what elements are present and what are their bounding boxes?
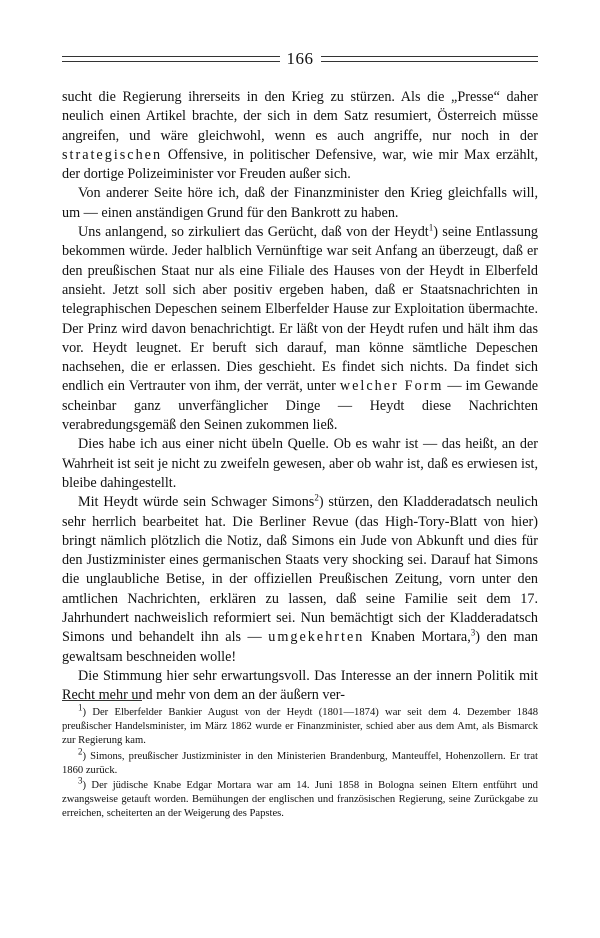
footnote-marker: 2 — [314, 492, 319, 503]
footnote-separator — [62, 700, 142, 701]
main-text — [62, 88, 538, 706]
paragraph — [62, 223, 538, 435]
footnote-paren: ) — [82, 707, 93, 718]
paragraph — [62, 88, 538, 184]
text-run: ) stürzen, den Kladderadatsch neulich sehr herrlich bearbeitet hat. Die Berliner Revue (das High-Tory-Blatt von hier) bringt nämlich plötzlich die Notiz, daß Simons ein Jude von Abkunft und dies für den Justizminister eines germanischen Staats very shocking sei. Darauf hat Simons die unglaubliche Betise, in der offiziellen Preußischen Zeitung, vorn unter den amtlichen Nachrichten, erklären zu lassen, daß seine Familie seit dem 17. Jahrhundert nachweislich reformiert sei. Nun bemächtigt sich der Kladderadatsch Simons und behandelt ihn als — — [62, 494, 538, 646]
text-run: — im Gewande scheinbar ganz unverfänglicher Dinge — Heydt diese Nachrichten verabredungsgemäß den Seinen zukommen ließ. — [62, 378, 538, 434]
footnote-text: Der jüdische Knabe Edgar Mortara war am 14. Juni 1858 in Bologna seinen Eltern entführt und zwangsweise getauft worden. Bemühungen der englischen und französischen Regierung, seine Zurückgabe zu erreichen, scheiterten an der Weigerung des Papstes. — [62, 780, 538, 820]
footnote-number: 1 — [78, 702, 83, 713]
text-run: Uns anlangend, so zirkuliert das Gerücht, daß von der Heydt — [78, 224, 429, 241]
text-run: Von anderer Seite höre ich, daß der Finanzminister den Krieg gleichfalls will, um — einen anständigen Grund für den Bankrott zu haben. — [62, 185, 538, 221]
footnote — [62, 775, 538, 822]
footnote-text: Der Elberfelder Bankier August von der Heydt (1801—1874) war seit dem 4. Dezember 1848 preußischer Handelsminister, im März 1862 wurde er Finanzminister, schied aber aus dem Amt, als Bismarck zur Regierung kam. — [62, 707, 538, 747]
footnote-paren: ) — [82, 780, 92, 792]
header-rule-right — [321, 56, 539, 62]
footnote-text: Simons, preußischer Justizminister in den Ministerien Brandenburg, Manteuffel, Hohenzollern. Er trat 1860 zurück. — [62, 750, 538, 776]
paragraph — [62, 435, 538, 493]
text-run: Mit Heydt würde sein Schwager Simons — [78, 494, 315, 511]
footnote-marker: 3 — [470, 627, 476, 638]
paragraph — [62, 493, 538, 667]
footnote — [62, 702, 538, 749]
page-header — [62, 48, 538, 70]
spaced-emphasis: welcher Form — [339, 378, 444, 395]
footnote-paren: ) — [82, 750, 91, 762]
text-run: Knaben Mortara, — [364, 629, 471, 646]
text-run: ) seine Entlassung bekommen würde. Jeder halblich Vernünftige war seit Anfang an überzeugt, daß er den preußischen Staat nur als eine Filiale des Hauses von der Heydt in Elberfeld ansieht. Jetzt soll sich aber positiv ergeben haben, daß er Staatsnachrichten in telegraphischen Depeschen seinem Elberfelder Hause zur Exploitation übermachte. Der Prinz wird davon benachrichtigt. Er läßt von der Heydt rufen und hält ihm das vor. Heydt leugnet. Er beruft sich darauf, man könne sämtliche Depeschen nachsehen, die er erlassen. Dies geschieht. Es findet sich nichts. Da findet sich endlich ein Vertrauter von ihm, der verrät, unter — [62, 224, 539, 395]
footnote-number: 3 — [78, 775, 83, 786]
page-number: 166 — [286, 49, 314, 68]
footnotes — [62, 702, 538, 823]
header-rule-left — [62, 56, 280, 62]
text-run: ) den man gewaltsam beschneiden wolle! — [62, 629, 538, 665]
footnote-marker: 1 — [428, 222, 434, 233]
text-run: Die Stimmung hier sehr erwartungsvoll. Das Interesse an der innern Politik mit Recht mehr und mehr von dem an der äußern ver- — [62, 667, 538, 704]
text-run: Offensive, in politischer Defensive, war, wie mir Max erzählt, der dortige Polizeiminister vor Freuden außer sich. — [62, 146, 538, 183]
footnote-number: 2 — [78, 746, 83, 757]
text-run: Dies habe ich aus einer nicht übeln Quelle. Ob es wahr ist — das heißt, an der Wahrheit ist seit je nicht zu zweifeln gewesen, aber ob wahr ist, daß es erwiesen ist, bleibe dahingestellt. — [62, 436, 538, 491]
footnote — [62, 746, 538, 778]
spaced-emphasis: strategischen — [62, 146, 163, 163]
spaced-emphasis: umgekehrten — [268, 629, 365, 646]
text-run: sucht die Regierung ihrerseits in den Krieg zu stürzen. Als die „Presse“ daher neulich einen Artikel brachte, der sich in dem Satz resumiert, Österreich müsse angreifen, und wäre gleichwohl, wenn es auch angriffe, nur noch in der — [62, 89, 538, 144]
paragraph — [62, 184, 538, 223]
